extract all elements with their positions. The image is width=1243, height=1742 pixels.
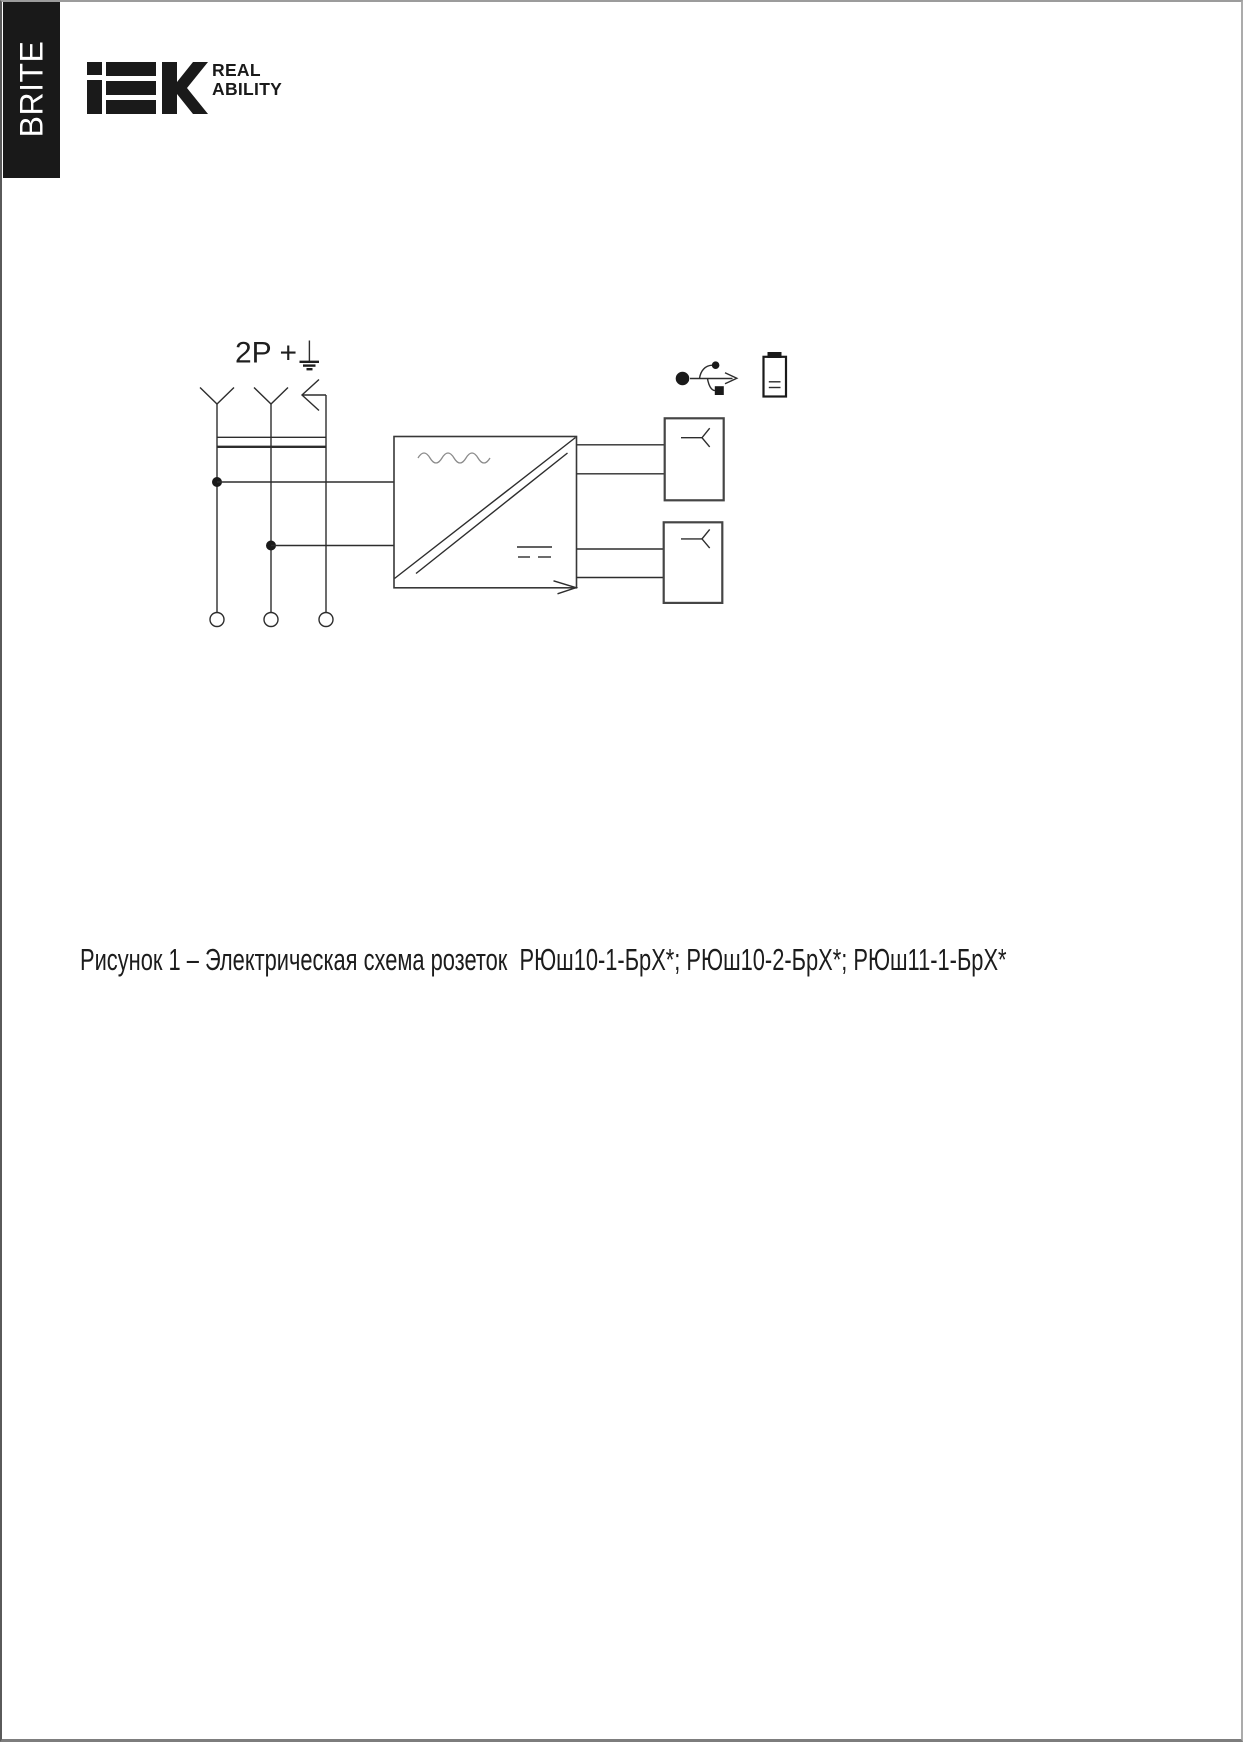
pole-count-label: 2P +	[235, 336, 298, 370]
converter-diagonal-2	[416, 453, 568, 574]
earth-ground-icon	[300, 341, 320, 370]
socket-contact-fork-icon	[254, 388, 288, 405]
usb-output-block	[665, 418, 724, 500]
second-output-block	[664, 522, 723, 603]
figure-caption: Рисунок 1 – Электрическая схема розеток РЮш10-1-БрХ*; РЮш10-2-БрХ*; РЮш11-1-БрХ*	[80, 942, 1007, 977]
terminal-circle-icon	[210, 613, 224, 627]
usb-icon	[676, 361, 737, 395]
battery-icon	[764, 352, 787, 397]
terminal-circle-icon	[319, 613, 333, 627]
earthing-contact-arrow-icon	[302, 380, 326, 411]
input-terminals	[200, 380, 394, 627]
socket-contact-fork-icon	[200, 388, 234, 405]
tagline-line2: ABILITY	[212, 78, 283, 99]
tagline-line1: REAL	[212, 60, 261, 80]
ac-sine-icon	[418, 453, 490, 463]
brite-label: BRITE	[13, 40, 49, 138]
dc-symbol-icon	[517, 547, 552, 557]
output-wires	[577, 445, 665, 578]
ac-dc-converter-box-icon	[394, 437, 577, 594]
terminal-circle-icon	[264, 613, 278, 627]
electrical-schematic	[2, 2, 1243, 1742]
